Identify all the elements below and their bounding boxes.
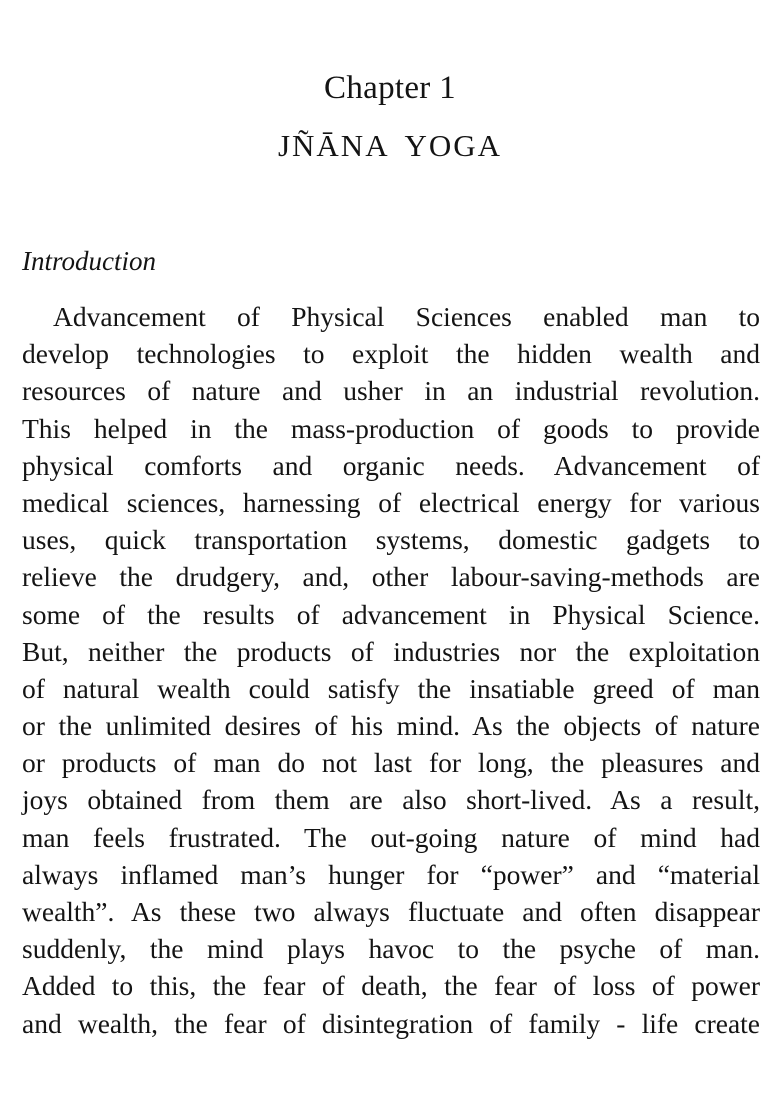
paragraph-line: always inflamed man’s hunger for “power” and “material [22, 858, 760, 890]
paragraph-line: of natural wealth could satisfy the insatiable greed of man [22, 672, 760, 704]
paragraph-line: medical sciences, harnessing of electrical energy for various [22, 486, 760, 518]
paragraph-line: and wealth, the fear of disintegration of family - life create [22, 1007, 760, 1039]
chapter-number: Chapter 1 [324, 70, 456, 106]
paragraph-line: or the unlimited desires of his mind. As the objects of nature [22, 710, 760, 742]
paragraph-line: Added to this, the fear of death, the fear of loss of power [22, 970, 760, 1002]
paragraph-line: or products of man do not last for long, the pleasures and [22, 747, 760, 779]
paragraph-line: wealth”. As these two always fluctuate and often disappear [22, 896, 760, 927]
paragraph-line: uses, quick transportation systems, domestic gadgets to [22, 524, 760, 556]
section-heading: Introduction [22, 246, 156, 276]
paragraph-line: But, neither the products of industries nor the exploitation [22, 635, 760, 667]
paragraph-line: resources of nature and usher in an industrial revolution. [22, 375, 760, 407]
paragraph-line: suddenly, the mind plays havoc to the psyche of man. [22, 933, 760, 965]
body-paragraph [22, 298, 760, 1042]
paragraph-line: This helped in the mass-production of goods to provide [22, 412, 760, 444]
paragraph-line: man feels frustrated. The out-going nature of mind had [22, 821, 760, 853]
chapter-title: JÑĀNA YOGA [277, 128, 503, 163]
paragraph-line: some of the results of advancement in Physical Science. [22, 598, 760, 630]
paragraph-line: develop technologies to exploit the hidden wealth and [22, 338, 760, 370]
paragraph-line: joys obtained from them are also short-lived. As a result, [22, 784, 760, 816]
paragraph-line: Advancement of Physical Sciences enabled man to [53, 301, 760, 332]
paragraph-line: relieve the drudgery, and, other labour-saving-methods are [22, 561, 760, 593]
paragraph-line: physical comforts and organic needs. Advancement of [22, 449, 760, 481]
